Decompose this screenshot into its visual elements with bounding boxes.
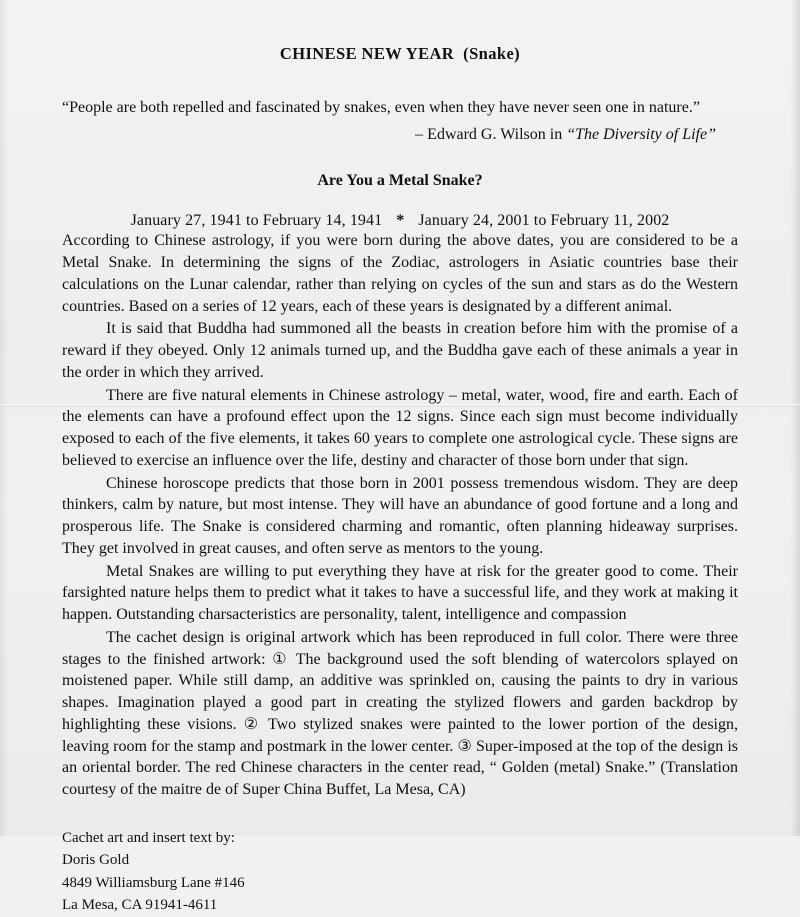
- page-right-shadow: [790, 0, 800, 836]
- page-title-main: CHINESE NEW YEAR: [279, 44, 455, 63]
- page-left-shadow: [0, 0, 8, 836]
- epigraph-attribution: [62, 123, 738, 146]
- signature-line-street: 4849 Williamsburg Lane #146: [62, 874, 245, 891]
- signature-line-city: La Mesa, CA 91941-4611: [62, 897, 218, 914]
- epigraph-text: “People are both repelled and fascinated by snakes, even when they have never seen one in nature.”: [62, 99, 700, 116]
- page-title: [62, 0, 738, 64]
- date-range-second: January 24, 2001 to February 11, 2002: [418, 212, 670, 230]
- paragraph: Chinese horoscope predicts that those born in 2001 possess tremendous wisdom. They are deep thinkers, calm by nature, but most intense. They will have an abundance of good fortune and a long and prosperous life. The Snake is considered charming and romantic, often planning hideaway surprises. They get involved in great causes, and often serve as mentors to the young.: [62, 474, 738, 557]
- paragraph: Metal Snakes are willing to put everything they have at risk for the greater good to come. Their farsighted nature helps them to predict what it takes to have a successful life, and they work at making it happen. Outstanding charsacteristics are personality, talent, intelligence and compassion: [62, 562, 738, 624]
- epigraph-work-title: “The Diversity of Life”: [566, 126, 716, 144]
- signature-line-credit: Cachet art and insert text by:: [62, 829, 235, 846]
- paragraph: There are five natural elements in Chinese astrology – metal, water, wood, fire and earth. Each of the elements can have a profound effect upon the 12 signs. Since each sign must become individually exposed to each of the five elements, it takes 60 years to complete one astrological cycle. These signs are believed to exercise an influence over the life, destiny and character of those born under that sign.: [62, 386, 738, 469]
- epigraph: [62, 96, 738, 146]
- paragraph: The cachet design is original artwork which has been reproduced in full color. There were three stages to the finished artwork: ① The background used the soft blending of watercolors splayed on moistened paper. While still damp, an additive was sprinkled on, causing the paints to dry in various shapes. Imagination played a good part in creating the stylized flowers and garden backdrop by highlighting these visions. ② Two stylized snakes were painted to the lower portion of the design, leaving room for the stamp and postmark in the lower center. ③ Super-imposed at the top of the design is an oriental border. The red Chinese characters in the center read, “ Golden (metal) Snake.” (Translation courtesy of the maitre de of Super China Buffet, La Mesa, CA): [62, 628, 738, 799]
- date-separator: *: [396, 212, 405, 230]
- paragraph: It is said that Buddha had summoned all the beasts in creation before him with the promise of a reward if they obeyed. Only 12 animals turned up, and the Buddha gave each of these animals a year in the order in which they arrived.: [62, 320, 738, 381]
- signature-block: [62, 827, 738, 917]
- signature-line-name: Doris Gold: [62, 852, 130, 869]
- epigraph-author: – Edward G. Wilson in: [415, 126, 567, 144]
- date-ranges: [62, 212, 738, 230]
- section-heading: Are You a Metal Snake?: [317, 172, 483, 190]
- paragraph: According to Chinese astrology, if you were born during the above dates, you are considered to be a Metal Snake. In determining the signs of the Zodiac, astrologers in Asiatic countries base their calculations on the Lunar calendar, rather than relying on cycles of the sun and stars as do the Western countries. Based on a series of 12 years, each of these years is designated by a different animal.: [62, 232, 738, 315]
- date-range-first: January 27, 1941 to February 14, 1941: [130, 212, 383, 230]
- page-title-sub: (Snake): [463, 44, 521, 63]
